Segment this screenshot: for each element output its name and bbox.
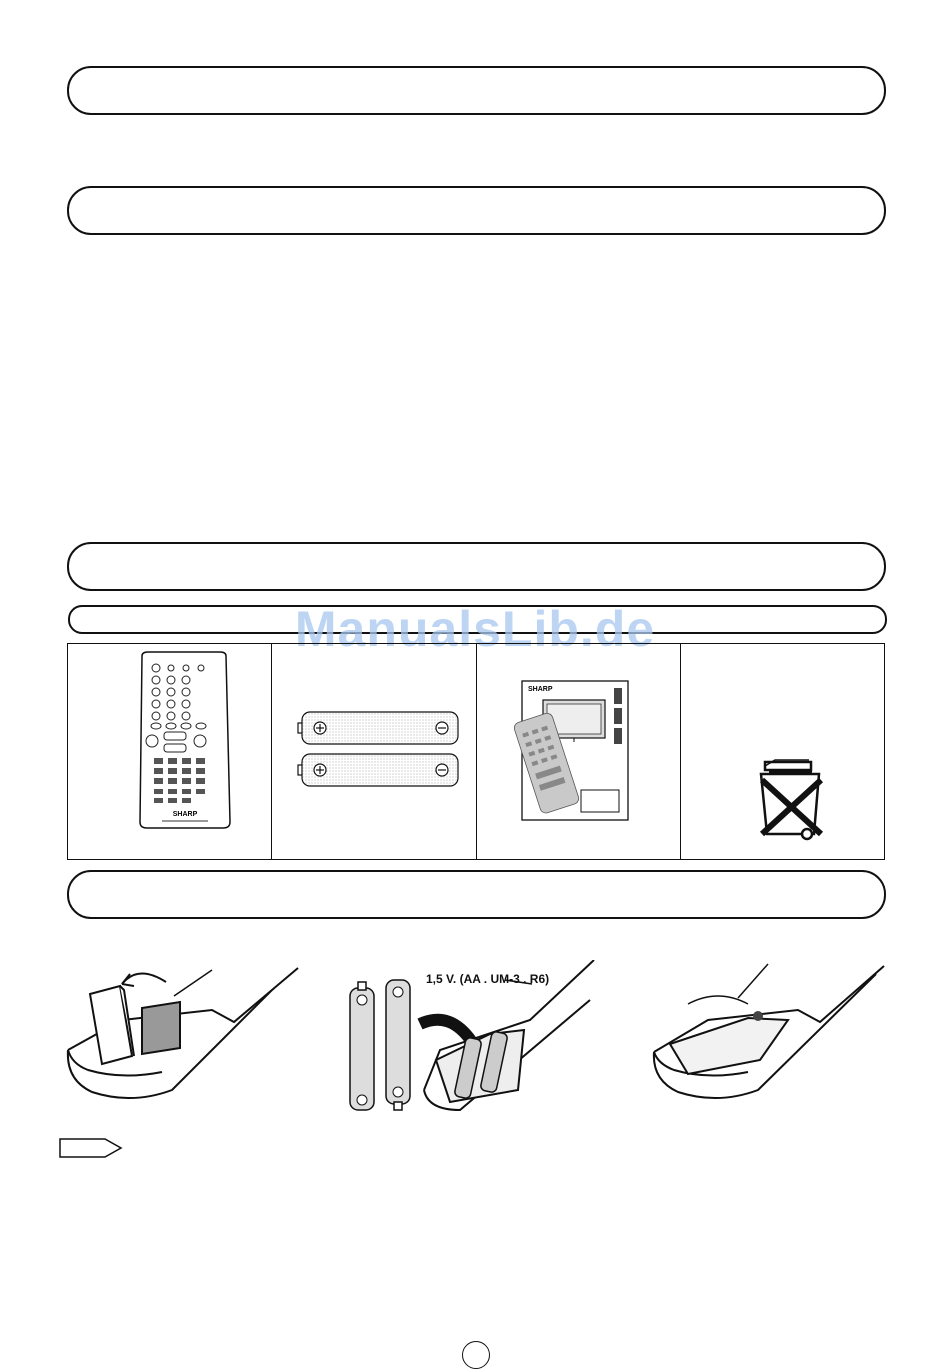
open-battery-cover-icon [62, 960, 302, 1120]
remote-control-icon [68, 644, 270, 859]
accessories-grid [67, 643, 885, 860]
accessory-cell-remote [68, 644, 272, 859]
section-header-2 [67, 186, 886, 235]
remote-brand-label: SHARP [172, 811, 198, 818]
batteries-icon [272, 644, 474, 859]
operation-manual-icon [477, 644, 679, 859]
note-arrow-icon [59, 1136, 125, 1160]
accessory-cell-batteries [272, 644, 476, 859]
close-battery-cover-icon [648, 960, 888, 1120]
section-header-battery [67, 870, 886, 919]
page-number-circle [462, 1341, 490, 1369]
battery-spec-label: 1,5 V. (AA . UM-3 . R6) [426, 972, 550, 986]
section-header-1 [67, 66, 886, 115]
crossed-out-bin-icon [681, 644, 891, 859]
accessory-cell-disposal [681, 644, 884, 859]
accessory-cell-manual [477, 644, 681, 859]
manual-brand-label: SHARP [527, 686, 553, 693]
watermark-text: ManualsLib.de [294, 601, 656, 657]
section-header-accessories [67, 542, 886, 591]
